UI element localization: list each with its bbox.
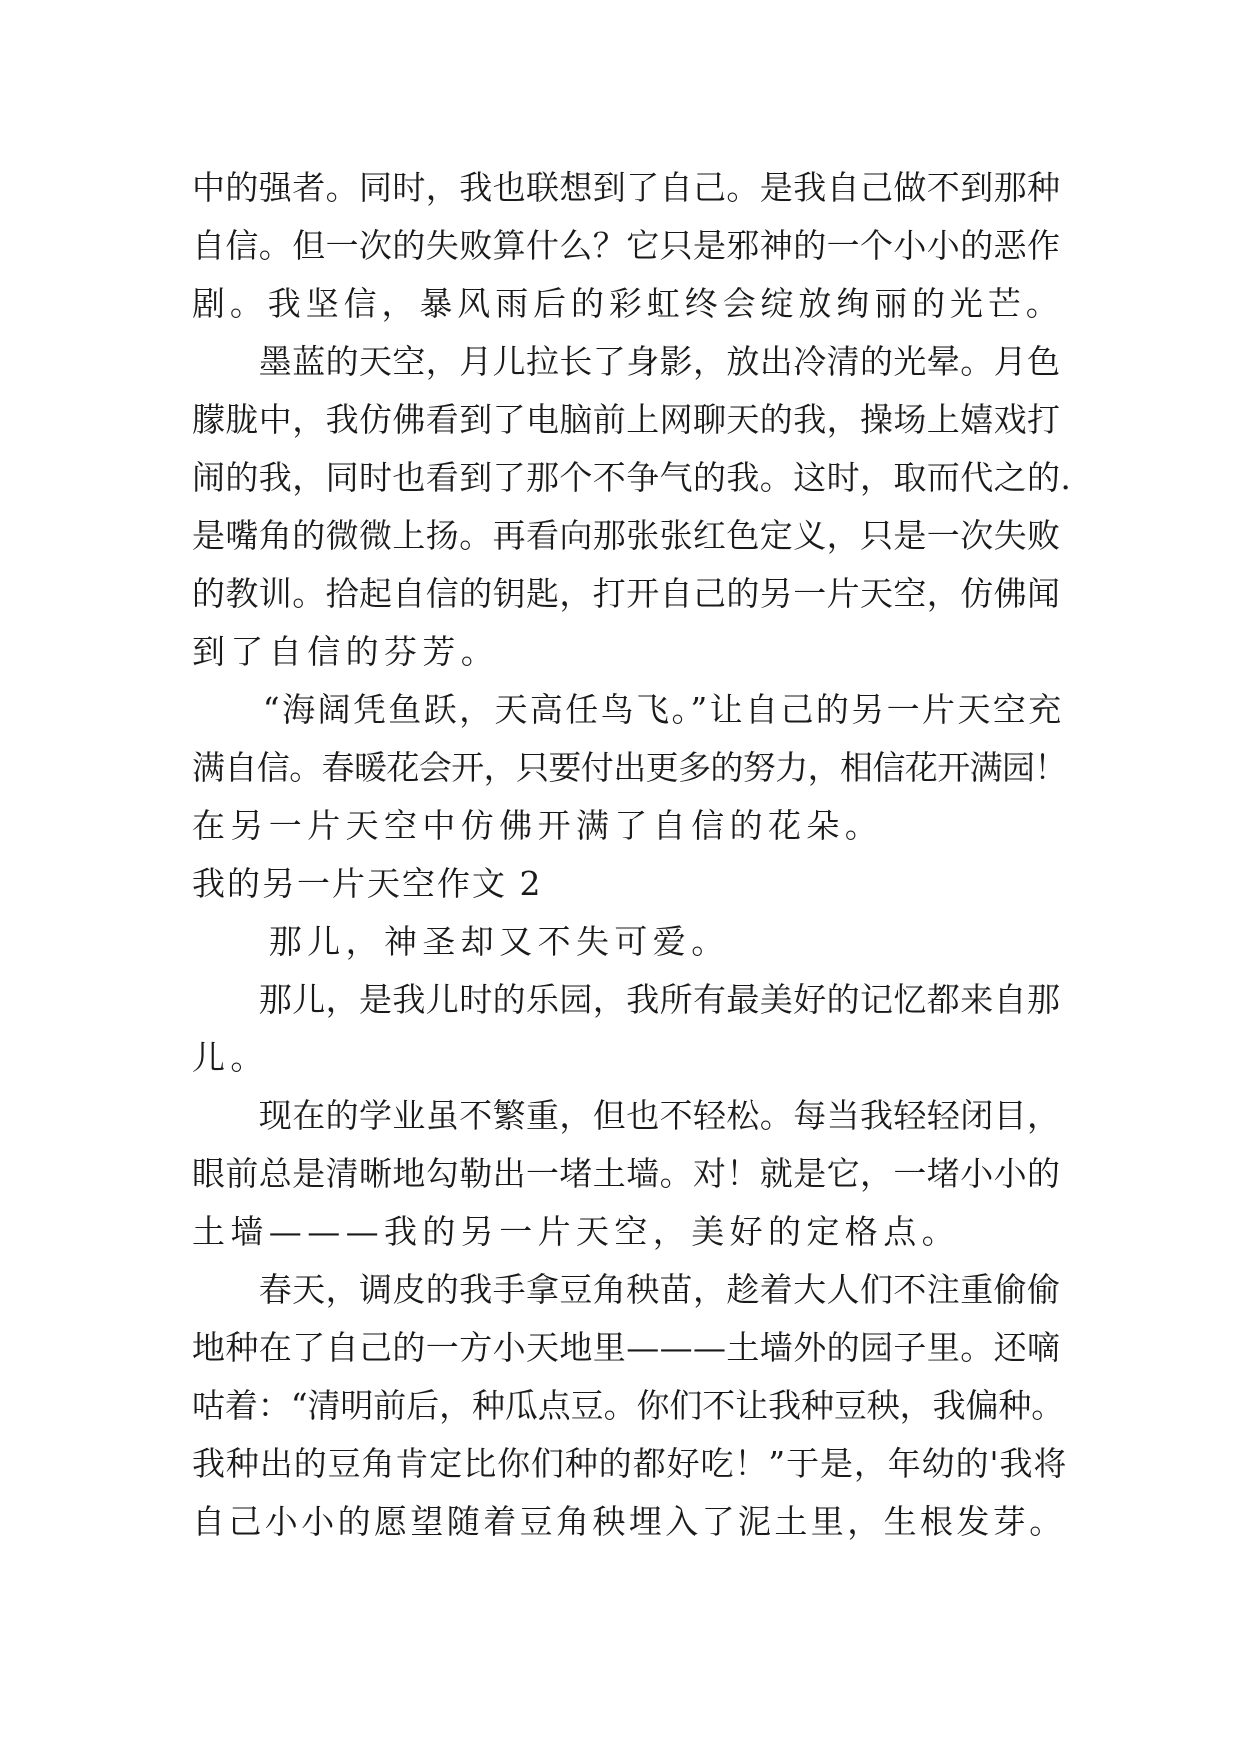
text-line: 咕着：“清明前后，种瓜点豆。你们不让我种豆秧，我偏种。 — [192, 1386, 1065, 1425]
text-line: 满自信。春暖花会开，只要付出更多的努力，相信花开满园！ — [192, 748, 1067, 787]
text-line: 地种在了自己的一方小天地里———土墙外的园子里。还嘀 — [192, 1328, 1061, 1367]
text-line: 眼前总是清晰地勾勒出一堵土墙。对！就是它，一堵小小的 — [192, 1154, 1061, 1193]
text-line: 闹的我，同时也看到了那个不争气的我。这时，取而代之的. — [192, 458, 1072, 497]
paragraph-start-line: 那儿，是我儿时的乐园，我所有最美好的记忆都来自那 — [192, 980, 1061, 1019]
text-line: 自己小小的愿望随着豆角秧埋入了泥土里，生根发芽。 — [192, 1502, 1066, 1541]
text-line: 中的强者。同时，我也联想到了自己。是我自己做不到那种 — [192, 168, 1061, 207]
paragraph-start-line: 现在的学业虽不繁重，但也不轻松。每当我轻轻闭目， — [192, 1096, 1061, 1135]
text-line: 在另一片天空中仿佛开满了自信的花朵。 — [192, 806, 884, 845]
paragraph-start-line: 春天，调皮的我手拿豆角秧苗，趁着大人们不注重偷偷 — [192, 1270, 1061, 1309]
section-heading: 我的另一片天空作文 2 — [192, 864, 543, 903]
paragraph-start-line: “海阔凭鱼跃，天高任鸟飞。”让自己的另一片天空充 — [192, 690, 1064, 729]
text-line: 朦胧中，我仿佛看到了电脑前上网聊天的我，操场上嬉戏打 — [192, 400, 1061, 439]
text-line: 到了自信的芬芳。 — [192, 632, 500, 671]
text-line: 剧。我坚信，暴风雨后的彩虹终会绽放绚丽的光芒。 — [192, 284, 1064, 323]
text-line: 儿。 — [192, 1038, 269, 1077]
text-line: 土墙———我的另一片天空，美好的定格点。 — [192, 1212, 960, 1251]
text-line: 的教训。拾起自信的钥匙，打开自己的另一片天空，仿佛闻 — [192, 574, 1061, 613]
text-line: 自信。但一次的失败算什么？它只是邪神的一个小小的恶作 — [192, 226, 1061, 265]
text-line: 是嘴角的微微上扬。再看向那张张红色定义，只是一次失败 — [192, 516, 1061, 555]
paragraph-start-line: 那儿，神圣却又不失可爱。 — [192, 922, 730, 961]
text-line: 我种出的豆角肯定比你们种的都好吃！”于是，年幼的'我将 — [192, 1444, 1068, 1483]
paragraph-start-line: 墨蓝的天空，月儿拉长了身影，放出冷清的光晕。月色 — [192, 342, 1061, 381]
